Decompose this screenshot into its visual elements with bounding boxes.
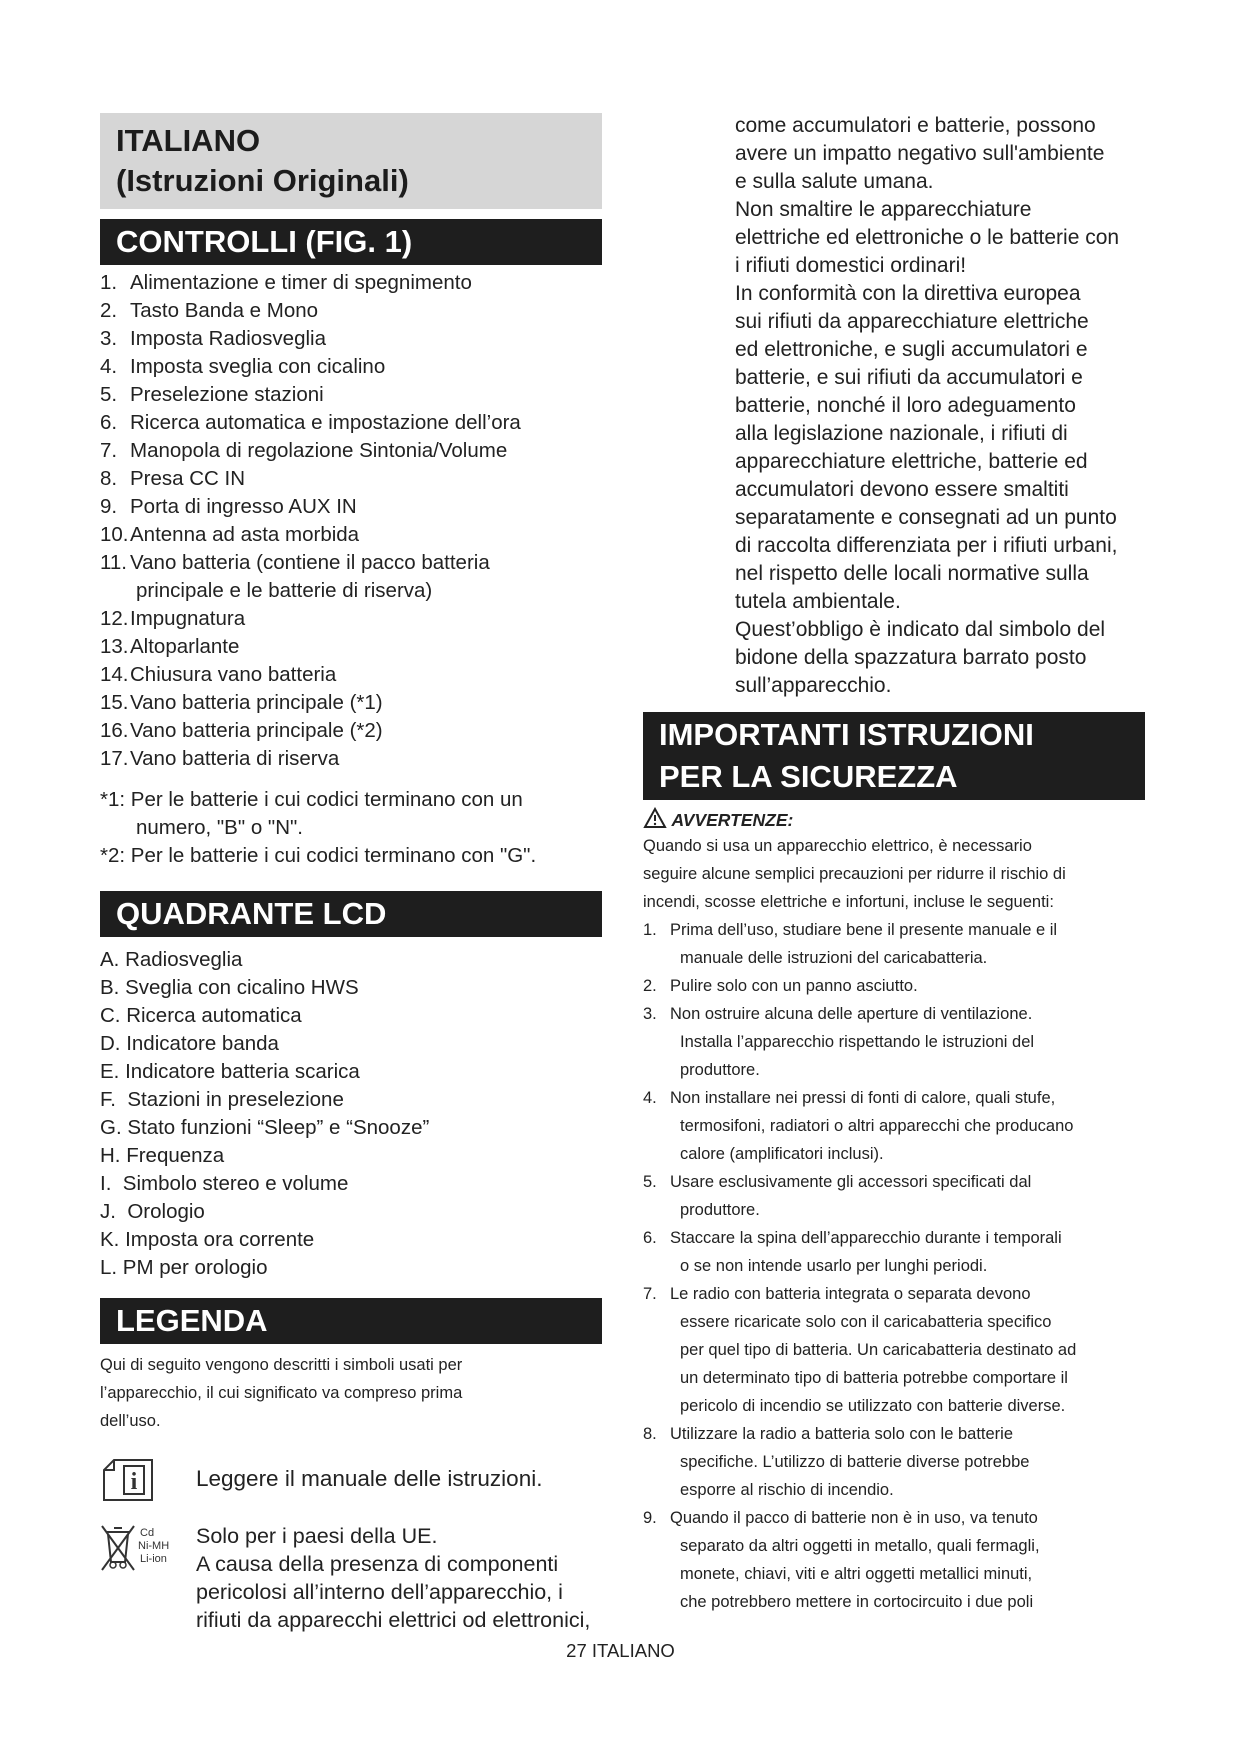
page-title: ITALIANO [116, 123, 261, 158]
lcd-item: C. Ricerca automatica [100, 1004, 302, 1027]
control-text: Vano batteria principale (*1) [130, 691, 383, 714]
legend-intro: Qui di seguito vengono descritti i simboli usati per l’apparecchio, il cui significato va compreso prima dell’uso. [100, 1356, 463, 1430]
warning-triangle-icon [643, 807, 667, 829]
safety-number: 5. [643, 1173, 657, 1191]
control-text: Imposta Radiosveglia [130, 327, 326, 350]
disposal-text-line: come accumulatori e batterie, possono [735, 114, 1096, 137]
control-item [100, 465, 521, 493]
control-text: Alimentazione e timer di spegnimento [130, 271, 472, 294]
disposal-text-line: Quest’obbligo è indicato dal simbolo del [735, 618, 1106, 641]
safety-number: 4. [643, 1089, 657, 1107]
control-item [100, 661, 521, 689]
safety-item [643, 1308, 1076, 1336]
safety-text: Usare esclusivamente gli accessori specificati dal [670, 1173, 1032, 1191]
safety-item [643, 1196, 1076, 1224]
control-item [100, 437, 521, 465]
lcd-item: I. Simbolo stereo e volume [100, 1172, 349, 1195]
safety-text: produttore. [680, 1061, 760, 1079]
page-title-block [100, 113, 602, 209]
lcd-item: F. Stazioni in preselezione [100, 1088, 344, 1111]
safety-text: Utilizzare la radio a batteria solo con le batterie [670, 1425, 1014, 1443]
safety-item [643, 1336, 1076, 1364]
control-text: Ricerca automatica e impostazione dell’ora [130, 411, 521, 434]
controls-heading: CONTROLLI (FIG. 1) [100, 219, 602, 265]
safety-item [643, 1112, 1076, 1140]
control-item [100, 297, 521, 325]
safety-text: produttore. [680, 1201, 760, 1219]
lcd-list [100, 946, 429, 1282]
control-number: 12. [100, 607, 129, 630]
safety-item [643, 1420, 1076, 1448]
control-number: 3. [100, 327, 118, 350]
control-item [100, 493, 521, 521]
disposal-text-line: alla legislazione nazionale, i rifiuti di [735, 422, 1068, 445]
control-number: 6. [100, 411, 118, 434]
disposal-text-line: sui rifiuti da apparecchiature elettriche [735, 310, 1089, 333]
warning-intro: Quando si usa un apparecchio elettrico, è necessario seguire alcune semplici precauzioni per ridurre il rischio di incendi, scosse elettriche e infortuni, incluse le seguenti: [643, 837, 1066, 911]
svg-text:Ni-MH: Ni-MH [138, 1540, 170, 1552]
disposal-text-line: nel rispetto delle locali normative sulla [735, 562, 1089, 585]
control-number: 17. [100, 747, 129, 770]
safety-text: o se non intende usarlo per lunghi periodi. [680, 1257, 988, 1275]
safety-text: manuale delle istruzioni del caricabatteria. [680, 949, 988, 967]
control-item [100, 549, 521, 577]
lcd-item: B. Sveglia con cicalino HWS [100, 976, 359, 999]
control-number: 14. [100, 663, 129, 686]
safety-number: 7. [643, 1285, 657, 1303]
control-item [100, 605, 521, 633]
disposal-text-line: batterie, e sui rifiuti da accumulatori e [735, 366, 1083, 389]
safety-number: 3. [643, 1005, 657, 1023]
safety-text: termosifoni, radiatori o altri apparecchi che producano [680, 1117, 1074, 1135]
safety-item [643, 1140, 1076, 1168]
control-item [100, 633, 521, 661]
safety-item [643, 1252, 1076, 1280]
disposal-text-line: i rifiuti domestici ordinari! [735, 254, 967, 277]
safety-heading: IMPORTANTI ISTRUZIONI PER LA SICUREZZA [643, 712, 1145, 800]
safety-text: Non ostruire alcuna delle aperture di ventilazione. [670, 1005, 1033, 1023]
safety-item [643, 1504, 1076, 1532]
safety-item [643, 1364, 1076, 1392]
svg-text:Cd: Cd [140, 1527, 155, 1539]
safety-item [643, 1476, 1076, 1504]
safety-item [643, 1280, 1076, 1308]
safety-text: Quando il pacco di batterie non è in uso, va tenuto [670, 1509, 1038, 1527]
note-1: *1: Per le batterie i cui codici terminano con un numero, "B" o "N". [100, 788, 523, 839]
safety-item [643, 1028, 1076, 1056]
disposal-text-line: ed elettroniche, e sugli accumulatori e [735, 338, 1088, 361]
safety-text: esporre al rischio di incendio. [680, 1481, 894, 1499]
safety-text: che potrebbero mettere in cortocircuito i due poli [680, 1593, 1034, 1611]
disposal-text-line: accumulatori devono essere smaltiti [735, 478, 1069, 501]
safety-item [643, 1392, 1076, 1420]
safety-item [643, 1588, 1076, 1616]
safety-item [643, 944, 1076, 972]
control-item [100, 269, 521, 297]
svg-text:i: i [130, 1469, 138, 1495]
control-number: 5. [100, 383, 118, 406]
disposal-text-line: e sulla salute umana. [735, 170, 934, 193]
control-number: 13. [100, 635, 129, 658]
disposal-text-line: In conformità con la direttiva europea [735, 282, 1081, 305]
disposal-text-line: batterie, nonché il loro adeguamento [735, 394, 1076, 417]
controls-list [100, 269, 521, 773]
control-text: principale e le batterie di riserva) [136, 579, 433, 602]
safety-item [643, 1084, 1076, 1112]
page-footer: 27 ITALIANO [566, 1640, 675, 1661]
control-item [100, 717, 521, 745]
weee-crossed-bin-icon [100, 1522, 182, 1574]
safety-text: Staccare la spina dell’apparecchio durante i temporali [670, 1229, 1062, 1247]
control-number: 16. [100, 719, 129, 742]
control-item [100, 521, 521, 549]
safety-item [643, 972, 1076, 1000]
safety-item [643, 1448, 1076, 1476]
lcd-item: A. Radiosveglia [100, 948, 243, 971]
safety-text: separato da altri oggetti in metallo, quali fermagli, [680, 1537, 1040, 1555]
disposal-text-line: separatamente e consegnati ad un punto [735, 506, 1117, 529]
control-item [100, 577, 521, 605]
note-2: *2: Per le batterie i cui codici terminano con "G". [100, 844, 537, 867]
control-item [100, 689, 521, 717]
safety-text: pericolo di incendio se utilizzato con batterie diverse. [680, 1397, 1066, 1415]
control-text: Imposta sveglia con cicalino [130, 355, 386, 378]
lcd-item: J. Orologio [100, 1200, 205, 1223]
control-number: 10. [100, 523, 129, 546]
safety-number: 1. [643, 921, 657, 939]
control-text: Vano batteria di riserva [130, 747, 340, 770]
control-text: Altoparlante [130, 635, 240, 658]
read-manual-icon [100, 1458, 156, 1502]
control-text: Antenna ad asta morbida [130, 523, 360, 546]
control-number: 15. [100, 691, 129, 714]
safety-text: per quel tipo di batteria. Un caricabatteria destinato ad [680, 1341, 1077, 1359]
disposal-text-line: elettriche ed elettroniche o le batterie con [735, 226, 1120, 249]
control-number: 11. [100, 551, 127, 574]
control-text: Tasto Banda e Mono [130, 299, 319, 322]
safety-item [643, 916, 1076, 944]
safety-number: 2. [643, 977, 657, 995]
symbol-read-manual-text: Leggere il manuale delle istruzioni. [196, 1466, 543, 1491]
disposal-text-line: bidone della spazzatura barrato posto [735, 646, 1087, 669]
safety-number: 9. [643, 1509, 657, 1527]
safety-list [643, 916, 1076, 1616]
safety-text: Installa l’apparecchio rispettando le istruzioni del [680, 1033, 1035, 1051]
safety-text: Le radio con batteria integrata o separata devono [670, 1285, 1031, 1303]
disposal-text-line: di raccolta differenziata per i rifiuti urbani, [735, 534, 1118, 557]
control-number: 4. [100, 355, 118, 378]
safety-item [643, 1224, 1076, 1252]
svg-text:Li-ion: Li-ion [140, 1553, 167, 1565]
control-text: Chiusura vano batteria [130, 663, 337, 686]
safety-item [643, 1168, 1076, 1196]
control-text: Manopola di regolazione Sintonia/Volume [130, 439, 508, 462]
control-text: Vano batteria principale (*2) [130, 719, 383, 742]
disposal-text [735, 112, 1119, 700]
safety-text: calore (amplificatori inclusi). [680, 1145, 884, 1163]
lcd-item: G. Stato funzioni “Sleep” e “Snooze” [100, 1116, 430, 1139]
control-item [100, 745, 521, 773]
control-text: Impugnatura [130, 607, 246, 630]
control-text: Presa CC IN [130, 467, 246, 490]
disposal-text-line: sull’apparecchio. [735, 674, 892, 697]
page-subtitle: (Istruzioni Originali) [116, 163, 409, 198]
disposal-text-line: avere un impatto negativo sull'ambiente [735, 142, 1105, 165]
warning-label: AVVERTENZE: [643, 807, 793, 831]
safety-item [643, 1000, 1076, 1028]
lcd-item: K. Imposta ora corrente [100, 1228, 315, 1251]
legend-heading: LEGENDA [100, 1298, 602, 1344]
safety-text: Non installare nei pressi di fonti di calore, quali stufe, [670, 1089, 1056, 1107]
control-item [100, 409, 521, 437]
safety-text: un determinato tipo di batteria potrebbe comportare il [680, 1369, 1068, 1387]
control-number: 9. [100, 495, 118, 518]
safety-number: 6. [643, 1229, 657, 1247]
control-item [100, 353, 521, 381]
control-text: Vano batteria (contiene il pacco batteria [130, 551, 490, 574]
safety-text: specifiche. L’utilizzo di batterie diverse potrebbe [680, 1453, 1030, 1471]
symbol-weee-text: Solo per i paesi della UE. A causa della presenza di componenti pericolosi all’interno dell’apparecchio, i rifiuti da apparecchi elettrici od elettronici, [196, 1524, 591, 1632]
safety-item [643, 1560, 1076, 1588]
safety-item [643, 1532, 1076, 1560]
safety-text: monete, chiavi, viti e altri oggetti metallici minuti, [680, 1565, 1033, 1583]
control-number: 1. [100, 271, 118, 294]
control-text: Porta di ingresso AUX IN [130, 495, 357, 518]
control-item [100, 381, 521, 409]
control-item [100, 325, 521, 353]
safety-number: 8. [643, 1425, 657, 1443]
control-number: 8. [100, 467, 118, 490]
control-text: Preselezione stazioni [130, 383, 324, 406]
lcd-heading: QUADRANTE LCD [100, 891, 602, 937]
disposal-text-line: tutela ambientale. [735, 590, 901, 613]
lcd-item: D. Indicatore banda [100, 1032, 279, 1055]
safety-text: essere ricaricate solo con il caricabatteria specifico [680, 1313, 1052, 1331]
control-number: 7. [100, 439, 118, 462]
safety-item [643, 1056, 1076, 1084]
safety-text: Prima dell’uso, studiare bene il presente manuale e il [670, 921, 1058, 939]
lcd-item: E. Indicatore batteria scarica [100, 1060, 360, 1083]
disposal-text-line: apparecchiature elettriche, batterie ed [735, 450, 1088, 473]
lcd-item: H. Frequenza [100, 1144, 225, 1167]
disposal-text-line: Non smaltire le apparecchiature [735, 198, 1032, 221]
control-number: 2. [100, 299, 118, 322]
lcd-item: L. PM per orologio [100, 1256, 268, 1279]
safety-text: Pulire solo con un panno asciutto. [670, 977, 918, 995]
